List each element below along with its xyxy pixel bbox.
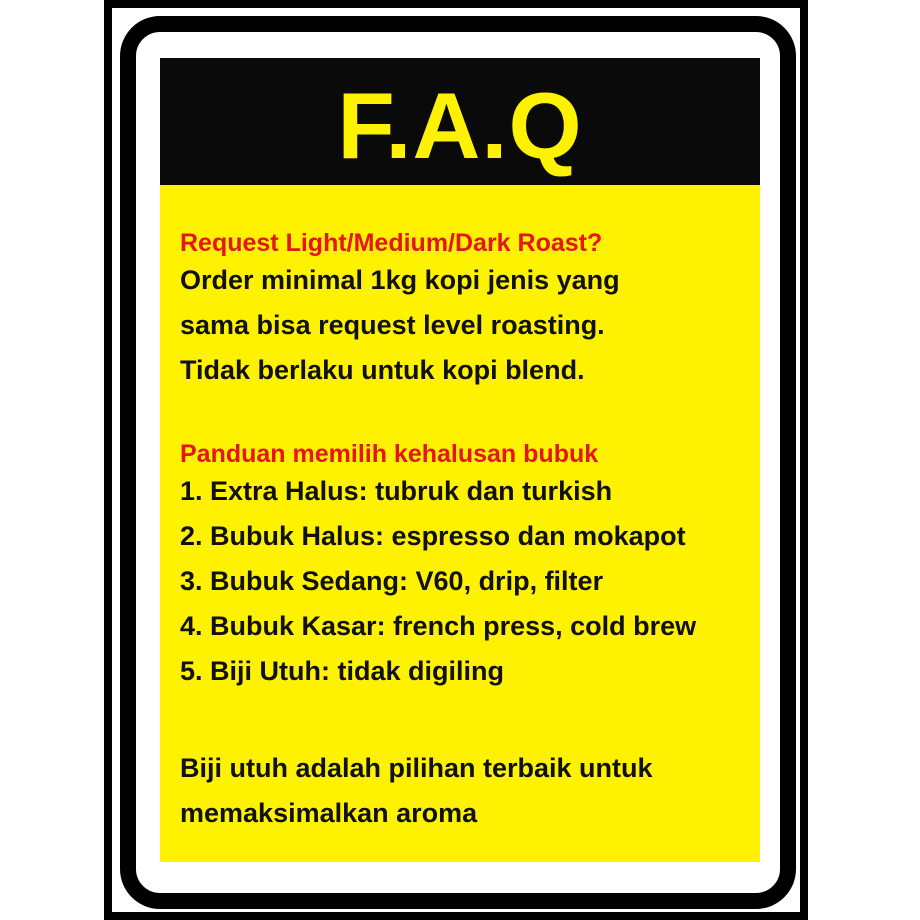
roast-heading: Request Light/Medium/Dark Roast? (180, 229, 603, 257)
grind-section (180, 439, 696, 694)
note-line: Biji utuh adalah pilihan terbaik untuk (180, 753, 653, 783)
grind-item: 5. Biji Utuh: tidak digiling (180, 656, 504, 686)
faq-title: F.A.Q (337, 72, 583, 178)
roast-line: sama bisa request level roasting. (180, 310, 605, 340)
note-section (180, 746, 653, 836)
grind-heading: Panduan memilih kehalusan bubuk (180, 440, 599, 468)
note-line: memaksimalkan aroma (180, 798, 478, 828)
grind-item: 4. Bubuk Kasar: french press, cold brew (180, 611, 697, 641)
grind-item: 3. Bubuk Sedang: V60, drip, filter (180, 566, 604, 596)
roast-line: Order minimal 1kg kopi jenis yang (180, 265, 620, 295)
roast-line: Tidak berlaku untuk kopi blend. (180, 355, 585, 385)
faq-sign (160, 58, 760, 862)
grind-item: 2. Bubuk Halus: espresso dan mokapot (180, 521, 686, 551)
grind-item: 1. Extra Halus: tubruk dan turkish (180, 476, 613, 506)
header-bar (160, 58, 760, 185)
roast-section (180, 228, 620, 393)
